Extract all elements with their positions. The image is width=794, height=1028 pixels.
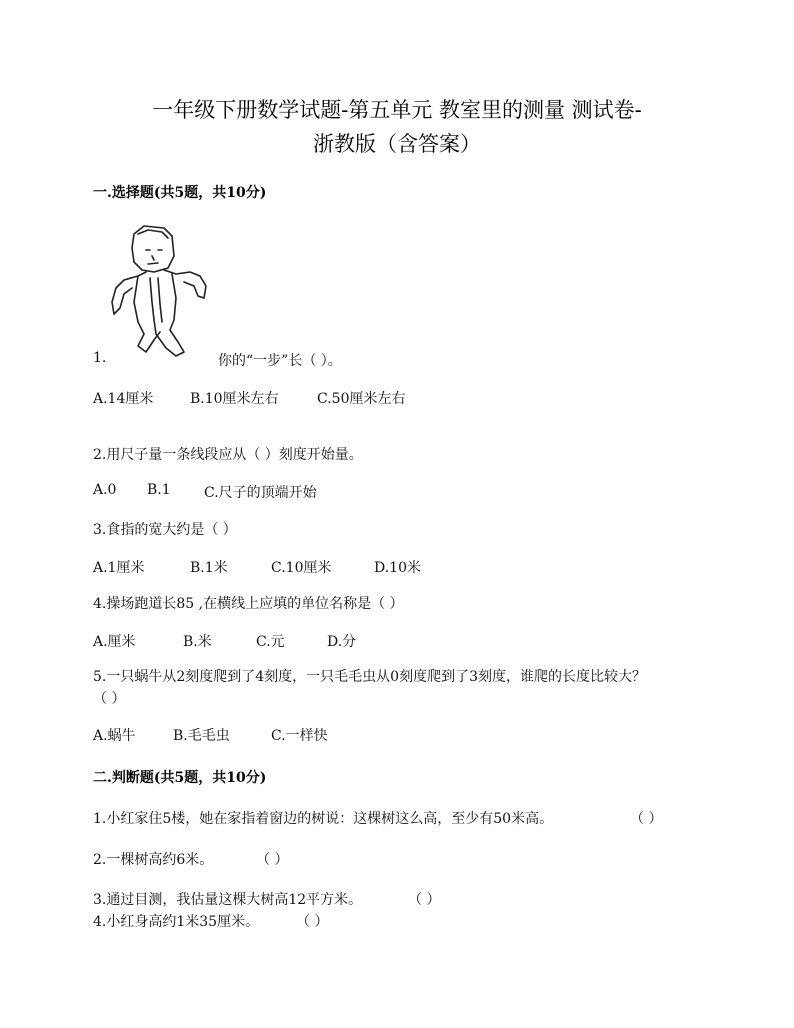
question-1-number: 1. — [93, 350, 107, 366]
question-5-option-b: B.毛毛虫 — [173, 728, 230, 744]
judgment-3-text: 3.通过目测，我估量这棵大树高12平方米。 — [93, 892, 363, 908]
question-4-option-b: B.米 — [183, 634, 212, 650]
question-5-text-line2: （ ） — [93, 691, 126, 707]
page-title-line2: 浙教版（含答案） — [313, 132, 481, 156]
judgment-3-answer-paren: （ ） — [408, 892, 441, 908]
judgment-2-answer-paren: （ ） — [256, 852, 289, 868]
question-3-text: 3.食指的宽大约是（ ） — [93, 522, 237, 538]
judgment-1-text: 1.小红家住5楼，她在家指着窗边的树说：这棵树这么高，至少有50米高。 — [93, 811, 554, 827]
page-title-line1: 一年级下册数学试题-第五单元 教室里的测量 测试卷- — [152, 98, 642, 122]
judgment-2-text: 2.一棵树高约6米。 — [93, 852, 214, 868]
question-3-option-d: D.10米 — [374, 560, 421, 576]
question-3-option-b: B.1米 — [190, 560, 228, 576]
section-heading-judgment: 二.判断题(共5题，共10分) — [93, 770, 267, 786]
question-1-option-c: C.50厘米左右 — [317, 391, 406, 407]
walking-person-illustration — [104, 222, 214, 362]
judgment-4-answer-paren: （ ） — [296, 914, 329, 930]
question-2-option-b: B.1 — [147, 482, 171, 498]
question-2-option-a: A.0 — [93, 482, 117, 498]
question-4-option-a: A.厘米 — [93, 634, 136, 650]
question-3-option-c: C.10厘米 — [271, 560, 332, 576]
judgment-1-answer-paren: （ ） — [630, 811, 663, 827]
question-5-option-a: A.蜗牛 — [93, 728, 136, 744]
question-1-option-b: B.10厘米左右 — [190, 391, 279, 407]
question-1-text: 你的“一步”长（ ）。 — [218, 353, 342, 369]
question-3-option-a: A.1厘米 — [93, 560, 145, 576]
question-5-option-c: C.一样快 — [271, 728, 328, 744]
section-heading-choice: 一.选择题(共5题，共10分) — [93, 185, 267, 201]
question-4-option-c: C.元 — [256, 634, 285, 650]
question-4-option-d: D.分 — [327, 634, 357, 650]
judgment-4-text: 4.小红身高约1米35厘米。 — [93, 914, 260, 930]
question-4-text: 4.操场跑道长85 ,在横线上应填的单位名称是（ ） — [93, 596, 404, 612]
question-5-text-line1: 5.一只蜗牛从2刻度爬到了4刻度，一只毛毛虫从0刻度爬到了3刻度，谁爬的长度比较大？ — [93, 669, 646, 685]
question-1-option-a: A.14厘米 — [93, 391, 154, 407]
question-2-option-c: C.尺子的顶端开始 — [204, 485, 317, 501]
question-2-text: 2.用尺子量一条线段应从（ ）刻度开始量。 — [93, 447, 363, 463]
